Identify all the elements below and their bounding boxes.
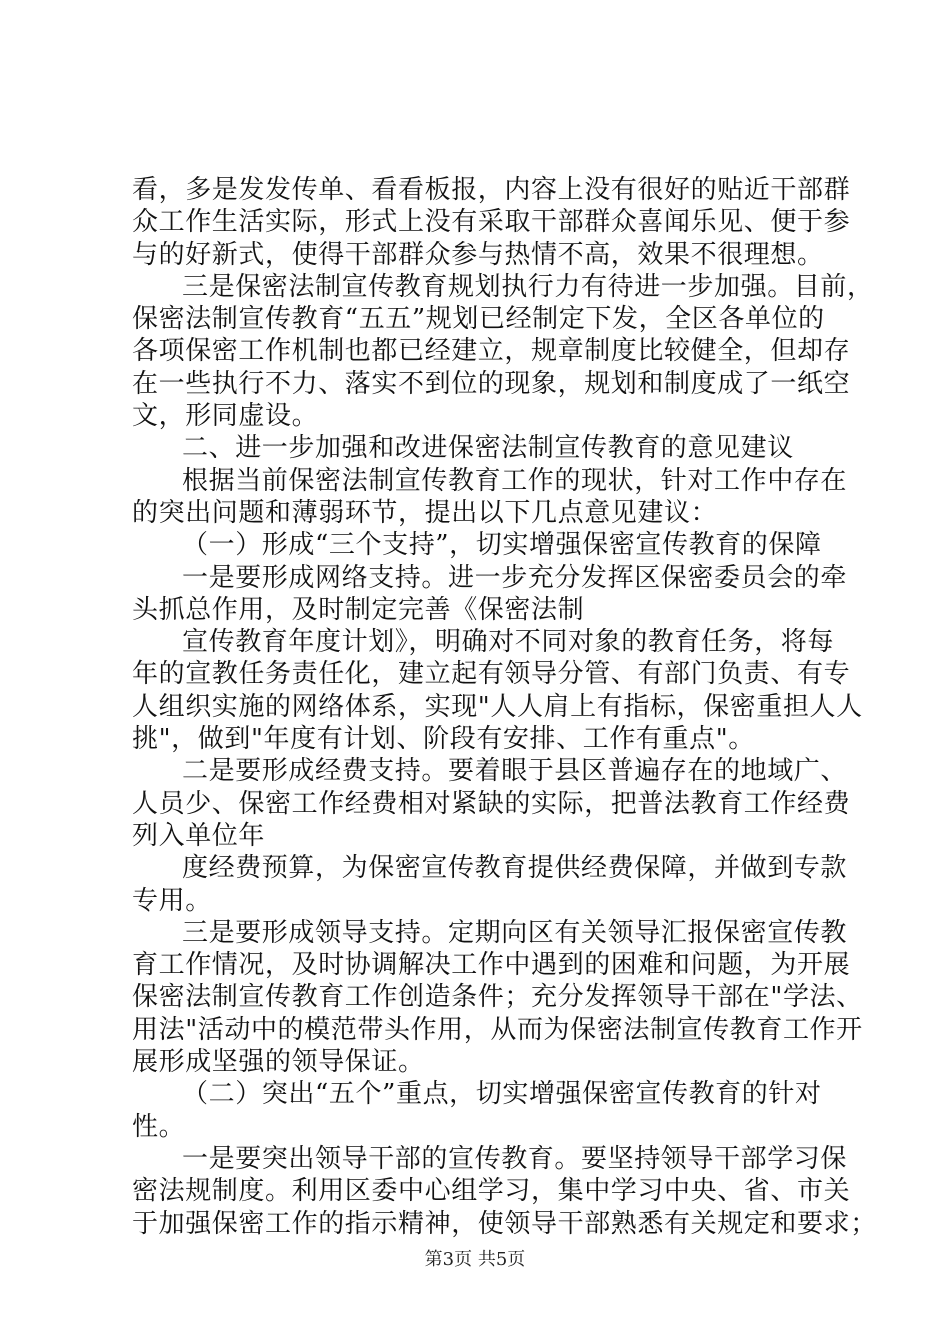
text-line: 众工作生活实际，形式上没有采取干部群众喜闻乐见、便于参 <box>132 207 851 238</box>
text-line: 密法规制度。利用区委中心组学习，集中学习中央、省、市关 <box>132 1176 851 1207</box>
text-line: 在一些执行不力、落实不到位的现象，规划和制度成了一纸空 <box>132 368 851 399</box>
text-line: 看，多是发发传单、看看板报，内容上没有很好的贴近干部群 <box>132 175 851 205</box>
text-line: 二、进一步加强和改进保密法制宣传教育的意见建议 <box>182 433 794 464</box>
text-line: 二是要形成经费支持。要着眼于县区普遍存在的地域广、 <box>182 756 848 787</box>
text-line: 于加强保密工作的指示精神，使领导干部熟悉有关规定和要求； <box>132 1208 877 1239</box>
text-line: 头抓总作用，及时制定完善《保密法制 <box>132 594 585 625</box>
text-line: 文，形同虚设。 <box>132 401 319 432</box>
text-line: 年的宣教任务责任化，建立起有领导分管、有部门负责、有专 <box>132 659 851 690</box>
page-footer <box>0 1245 950 1271</box>
text-line: 人组织实施的网络体系，实现"人人肩上有指标，保密重担人人 <box>132 691 863 722</box>
text-line: （二）突出“五个”重点，切实增强保密宣传教育的针对 <box>182 1079 822 1110</box>
text-line: 人员少、保密工作经费相对紧缺的实际，把普法教育工作经费 <box>132 788 851 819</box>
text-line: 三是保密法制宣传教育规划执行力有待进一步加强。目前， <box>182 271 874 302</box>
text-line: 专用。 <box>132 885 212 916</box>
text-line: （一）形成“三个支持”，切实增强保密宣传教育的保障 <box>182 530 822 561</box>
text-line: 根据当前保密法制宣传教育工作的现状，针对工作中存在 <box>182 465 848 496</box>
document-body <box>132 174 877 1240</box>
text-line: 宣传教育年度计划》，明确对不同对象的教育任务，将每 <box>182 627 835 658</box>
page-number-label: 第3页 共5页 <box>424 1249 526 1270</box>
text-line: 度经费预算，为保密宣传教育提供经费保障，并做到专款 <box>182 853 848 884</box>
text-line: 的突出问题和薄弱环节，提出以下几点意见建议： <box>132 497 718 528</box>
text-line: 列入单位年 <box>132 820 266 851</box>
text-line: 性。 <box>132 1111 186 1142</box>
text-line: 保密法制宣传教育“五五”规划已经制定下发，全区各单位的 <box>132 304 825 335</box>
text-line: 保密法制宣传教育工作创造条件；充分发挥领导干部在"学法、 <box>132 982 863 1013</box>
text-line: 三是要形成领导支持。定期向区有关领导汇报保密宣传教 <box>182 917 848 948</box>
text-line: 与的好新式，使得干部群众参与热情不高，效果不很理想。 <box>132 239 824 270</box>
text-line: 用法"活动中的模范带头作用，从而为保密法制宣传教育工作开 <box>132 1014 863 1045</box>
text-line: 一是要突出领导干部的宣传教育。要坚持领导干部学习保 <box>182 1143 848 1174</box>
text-line: 育工作情况，及时协调解决工作中遇到的困难和问题，为开展 <box>132 950 851 981</box>
text-line: 展形成坚强的领导保证。 <box>132 1047 425 1078</box>
text-line: 一是要形成网络支持。进一步充分发挥区保密委员会的牵 <box>182 562 848 593</box>
text-line: 挑"，做到"年度有计划、阶段有安排、工作有重点"。 <box>132 724 755 755</box>
text-line: 各项保密工作机制也都已经建立，规章制度比较健全，但却存 <box>132 336 851 367</box>
